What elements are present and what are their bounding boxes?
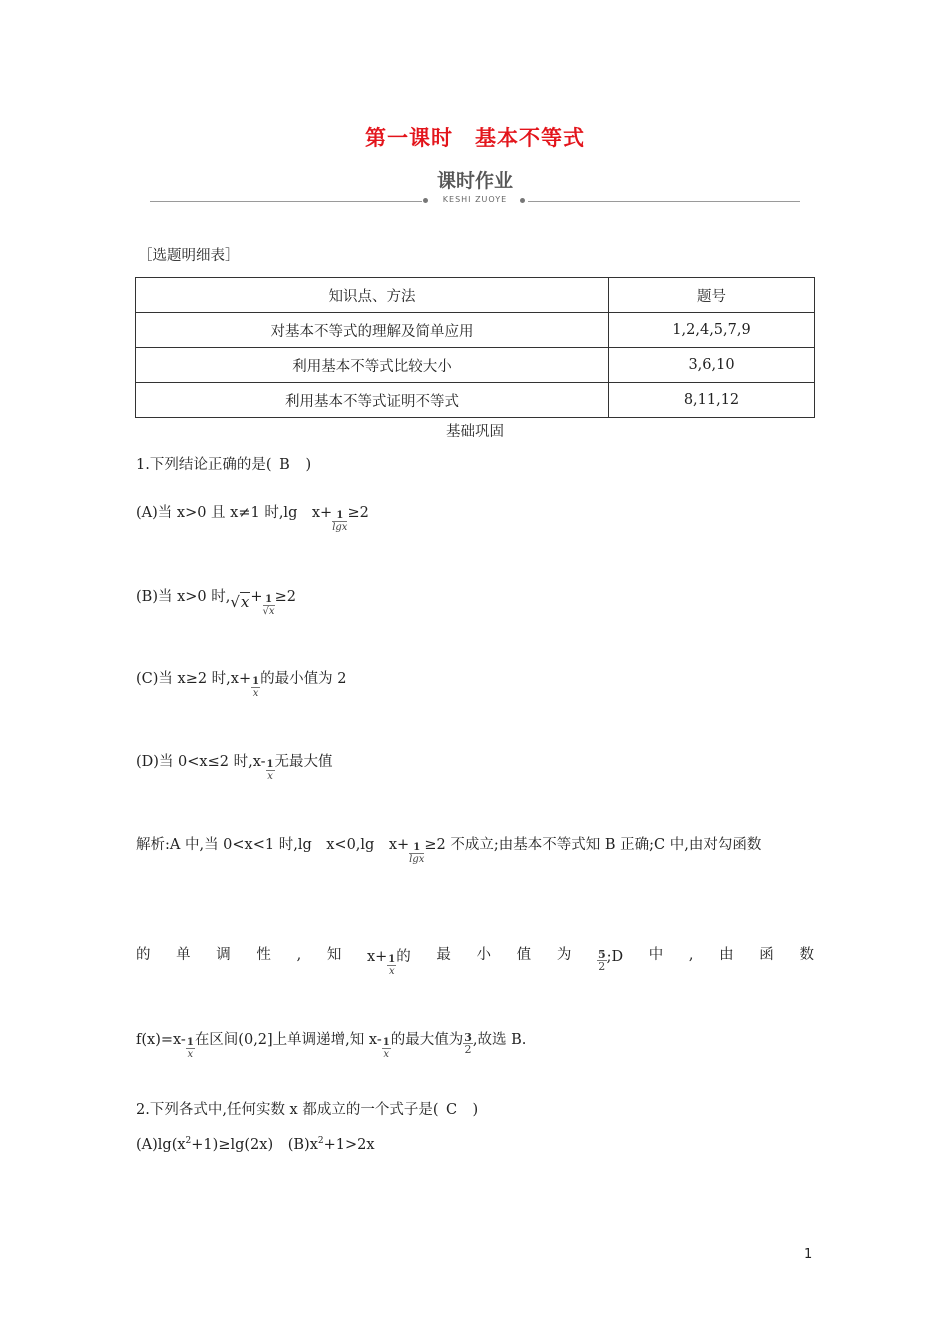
option-text: (A)lg(x (136, 1136, 186, 1153)
table-cell: 8,11,12 (609, 383, 815, 418)
fraction-denominator: √x (262, 606, 275, 617)
answer: B (279, 457, 290, 473)
analysis-word: 中 (648, 947, 664, 963)
table-row (136, 348, 815, 383)
option-text: 的最小值为 2 (260, 671, 347, 687)
table-header-cell: 题号 (609, 278, 815, 313)
analysis-word: 性 (256, 947, 271, 963)
fraction-denominator: 2 (464, 1043, 472, 1056)
question-1-stem (136, 455, 311, 475)
analysis-word: 函 (759, 947, 774, 963)
superscript: 2 (317, 1136, 324, 1146)
analysis-word: 的 (136, 947, 151, 963)
fraction-denominator: x (383, 1049, 390, 1060)
option-text: ≥2 (274, 589, 296, 605)
fraction-denominator: 2 (598, 960, 606, 973)
table-cell: 3,6,10 (609, 348, 815, 383)
subtitle-pinyin: KESHI ZUOYE (442, 195, 508, 204)
fraction (266, 759, 275, 783)
fraction-numerator: 1 (388, 954, 396, 965)
option-b (288, 1137, 375, 1153)
analysis-text: ,故选 B. (472, 1032, 527, 1048)
analysis-word: , (688, 947, 694, 963)
fraction-denominator: x (267, 771, 273, 782)
fraction (251, 676, 260, 700)
fraction-numerator: 1 (413, 842, 421, 853)
question-2-stem (136, 1100, 478, 1120)
analysis-line-2 (136, 945, 814, 977)
analysis-word: 调 (216, 947, 231, 963)
analysis-text: x+ (366, 949, 388, 965)
fraction-denominator: lgx (332, 522, 348, 533)
fraction-denominator: x (252, 688, 259, 699)
option-a (136, 1137, 273, 1153)
section-subtitle: 课时作业 (436, 170, 513, 192)
document-title: 第一课时 基本不等式 (365, 126, 585, 150)
question-text: 1.下列结论正确的是( (136, 457, 272, 473)
section-label: 基础巩固 (446, 424, 504, 440)
fraction (263, 594, 275, 618)
table-row (136, 313, 815, 348)
question-text: 2.下列各式中,任何实数 x 都成立的一个式子是( (136, 1102, 439, 1118)
option-text: (B)当 x>0 时, (136, 589, 231, 605)
option-text: (B)x (287, 1136, 318, 1153)
fraction (382, 1037, 391, 1061)
answer: C (445, 1102, 458, 1118)
analysis-text: f(x)=x- (136, 1032, 186, 1048)
table-cell: 利用基本不等式证明不等式 (136, 383, 609, 418)
fraction (186, 1037, 195, 1061)
analysis-word: ;D (606, 949, 624, 965)
sqrt-expression: √x (230, 593, 250, 611)
analysis-text: 在区间(0,2]上单调递增,知 x- (194, 1032, 382, 1048)
fraction-numerator: 1 (186, 1037, 194, 1048)
fraction-numerator: 5 (597, 948, 606, 961)
fraction-denominator: x (187, 1049, 194, 1060)
fraction (463, 1032, 473, 1056)
analysis-text: ≥2 不成立;由基本不等式知 B 正确;C 中,由对勾函数 (424, 837, 762, 853)
fraction (597, 949, 607, 973)
option-text: ≥2 (347, 505, 369, 521)
fraction-numerator: 1 (336, 510, 344, 521)
analysis-text: 解析:A 中,当 0<x<1 时,lg x<0,lg x+ (136, 837, 410, 853)
fraction-numerator: 1 (252, 676, 260, 687)
option-a (136, 501, 369, 533)
fraction-numerator: 3 (464, 1031, 472, 1044)
table-caption: ［选题明细表］ (138, 248, 240, 264)
option-text: +1>2x (323, 1136, 375, 1153)
table-header-cell: 知识点、方法 (136, 278, 609, 313)
fraction-denominator: lgx (409, 854, 425, 865)
analysis-word: 数 (799, 947, 814, 963)
fraction-denominator: x (388, 966, 395, 977)
divider-dot-right (520, 198, 525, 203)
question-text: ) (472, 1102, 479, 1118)
analysis-text: 的最大值为 (390, 1032, 464, 1048)
table-cell: 1,2,4,5,7,9 (609, 313, 815, 348)
sqrt-radicand: x (240, 593, 250, 611)
fraction (409, 842, 424, 866)
option-c (136, 667, 347, 699)
analysis-word: 单 (176, 947, 191, 963)
table-cell: 对基本不等式的理解及简单应用 (136, 313, 609, 348)
option-b (136, 585, 296, 617)
option-text: 无最大值 (274, 754, 333, 770)
analysis-word: 为 (556, 947, 572, 963)
analysis-expression (366, 945, 411, 977)
table-header-row (136, 278, 815, 313)
analysis-text: 的 (396, 949, 411, 965)
option-text: (D)当 0<x≤2 时,x- (136, 754, 266, 770)
analysis-line-1 (136, 833, 762, 865)
analysis-line-3 (136, 1028, 527, 1060)
analysis-word: 小 (476, 947, 492, 963)
analysis-word: , (296, 947, 302, 963)
fraction-numerator: 1 (382, 1037, 390, 1048)
option-text: (A)当 x>0 且 x≠1 时,lg x+ (136, 505, 333, 521)
question-text: ) (305, 457, 312, 473)
page-number: 1 (804, 1247, 813, 1262)
option-text: + (250, 589, 263, 605)
question-2-options (136, 1131, 375, 1155)
fraction-numerator: 1 (265, 594, 273, 605)
superscript: 2 (185, 1136, 192, 1146)
topic-table (135, 277, 815, 418)
fraction-numerator: 1 (266, 759, 274, 770)
divider-right (528, 201, 800, 202)
analysis-word: 值 (516, 947, 532, 963)
fraction (332, 510, 347, 534)
option-d (136, 750, 333, 782)
table-cell: 利用基本不等式比较大小 (136, 348, 609, 383)
option-text: (C)当 x≥2 时,x+ (136, 671, 252, 687)
analysis-word: 知 (326, 947, 342, 963)
fraction (387, 954, 396, 978)
option-text: +1)≥lg(2x) (191, 1136, 274, 1153)
analysis-value (597, 945, 624, 973)
table-row (136, 383, 815, 418)
analysis-word: 由 (719, 947, 734, 963)
analysis-word: 最 (436, 947, 451, 963)
